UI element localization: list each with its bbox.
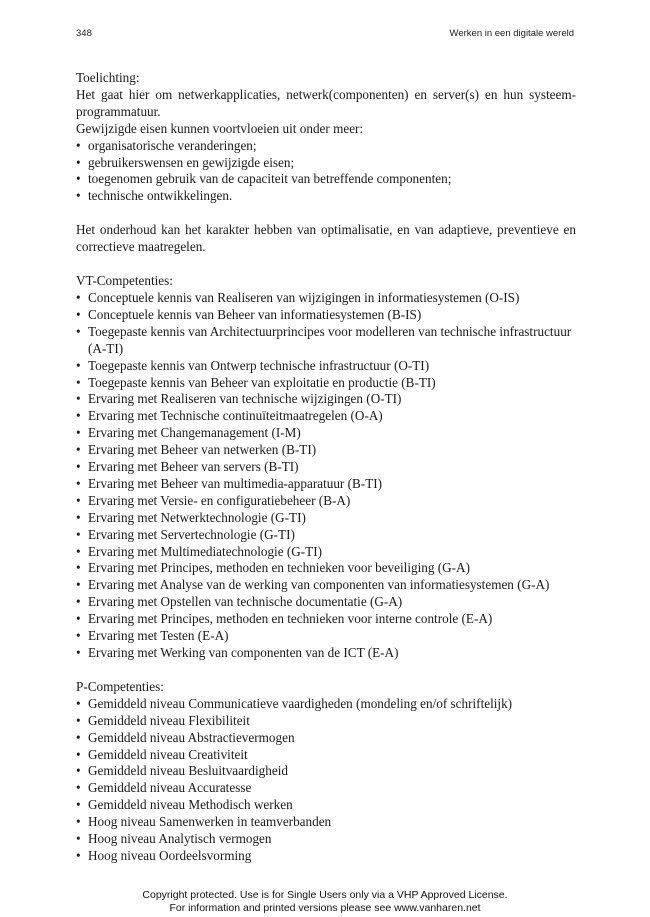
list-item: • Ervaring met Opstellen van technische documentatie (G-A) (76, 594, 576, 611)
toelichting-list (76, 138, 576, 206)
list-item: • Ervaring met Multimediatechnologie (G-TI) (76, 544, 576, 561)
list-item: • Ervaring met Versie- en configuratiebeheer (B-A) (76, 493, 576, 510)
list-item: • toegenomen gebruik van de capaciteit van betreffende componenten; (76, 171, 576, 188)
list-item: • Ervaring met Principes, methoden en technieken voor beveiliging (G-A) (76, 560, 576, 577)
list-item: • gebruikerswensen en gewijzigde eisen; (76, 155, 576, 172)
list-item: • Ervaring met Netwerktechnologie (G-TI) (76, 510, 576, 527)
list-item: • Gemiddeld niveau Abstractievermogen (76, 730, 576, 747)
list-item: • Ervaring met Beheer van netwerken (B-TI) (76, 442, 576, 459)
list-item: • Hoog niveau Samenwerken in teamverbanden (76, 814, 576, 831)
list-item: • Gemiddeld niveau Flexibiliteit (76, 713, 576, 730)
spacer (76, 662, 576, 679)
list-item: • Ervaring met Testen (E-A) (76, 628, 576, 645)
running-header (76, 28, 574, 39)
page-body (76, 70, 576, 865)
p-list (76, 696, 576, 865)
list-item: • organisatorische veranderingen; (76, 138, 576, 155)
toelichting-intro: Gewijzigde eisen kunnen voortvloeien uit onder meer: (76, 120, 364, 136)
list-item: • Gemiddeld niveau Creativiteit (76, 747, 576, 764)
list-item: • Ervaring met Realiseren van technische wijzigingen (O-TI) (76, 391, 576, 408)
list-item: • Hoog niveau Analytisch vermogen (76, 831, 576, 848)
list-item: • Gemiddeld niveau Communicatieve vaardigheden (mondeling en/of schriftelijk) (76, 696, 576, 713)
toelichting-paragraph: Het gaat hier om netwerkapplicaties, netwerk(componenten) en server(s) en hun systeem-programmatuur. (76, 86, 576, 119)
p-heading: P-Competenties: (76, 678, 164, 694)
list-item: • Gemiddeld niveau Methodisch werken (76, 797, 576, 814)
copyright-line: Copyright protected. Use is for Single Users only via a VHP Approved License. (142, 889, 508, 901)
list-item: • Ervaring met Principes, methoden en technieken voor interne controle (E-A) (76, 611, 576, 628)
spacer (76, 205, 576, 222)
list-item: • Conceptuele kennis van Beheer van informatiesystemen (B-IS) (76, 307, 576, 324)
list-item: • Ervaring met Changemanagement (I-M) (76, 425, 576, 442)
list-item: • Ervaring met Technische continuïteitmaatregelen (O-A) (76, 408, 576, 425)
vt-list (76, 290, 576, 662)
list-item: • Gemiddeld niveau Besluitvaardigheid (76, 763, 576, 780)
toelichting-heading: Toelichting: (76, 70, 140, 85)
list-item: • Conceptuele kennis van Realiseren van wijzigingen in informatiesystemen (O-IS) (76, 290, 576, 307)
onderhoud-paragraph: Het onderhoud kan het karakter hebben van optimalisatie, en van adaptieve, preventieve en correctieve maatregelen. (76, 222, 576, 255)
spacer (76, 256, 576, 273)
list-item: • Gemiddeld niveau Accuratesse (76, 780, 576, 797)
page-number: 348 (76, 28, 92, 39)
vt-heading: VT-Competenties: (76, 273, 173, 289)
running-title: Werken in een digitale wereld (449, 28, 574, 39)
list-item: • Toegepaste kennis van Ontwerp technische infrastructuur (O-TI) (76, 358, 576, 375)
copyright-footer (0, 889, 650, 915)
list-item: • Ervaring met Werking van componenten van de ICT (E-A) (76, 645, 576, 662)
list-item: • technische ontwikkelingen. (76, 188, 576, 205)
list-item: • Ervaring met Beheer van multimedia-apparatuur (B-TI) (76, 476, 576, 493)
list-item: • Toegepaste kennis van Architectuurprincipes voor modelleren van technische infrastructuur (A-TI) (76, 324, 576, 358)
list-item: • Ervaring met Analyse van de werking van componenten van informatiesystemen (G-A) (76, 577, 576, 594)
list-item: • Ervaring met Servertechnologie (G-TI) (76, 527, 576, 544)
list-item: • Hoog niveau Oordeelsvorming (76, 848, 576, 865)
list-item: • Ervaring met Beheer van servers (B-TI) (76, 459, 576, 476)
license-info-line: For information and printed versions please see www.vanharen.net (169, 902, 481, 914)
list-item: • Toegepaste kennis van Beheer van exploitatie en productie (B-TI) (76, 375, 576, 392)
